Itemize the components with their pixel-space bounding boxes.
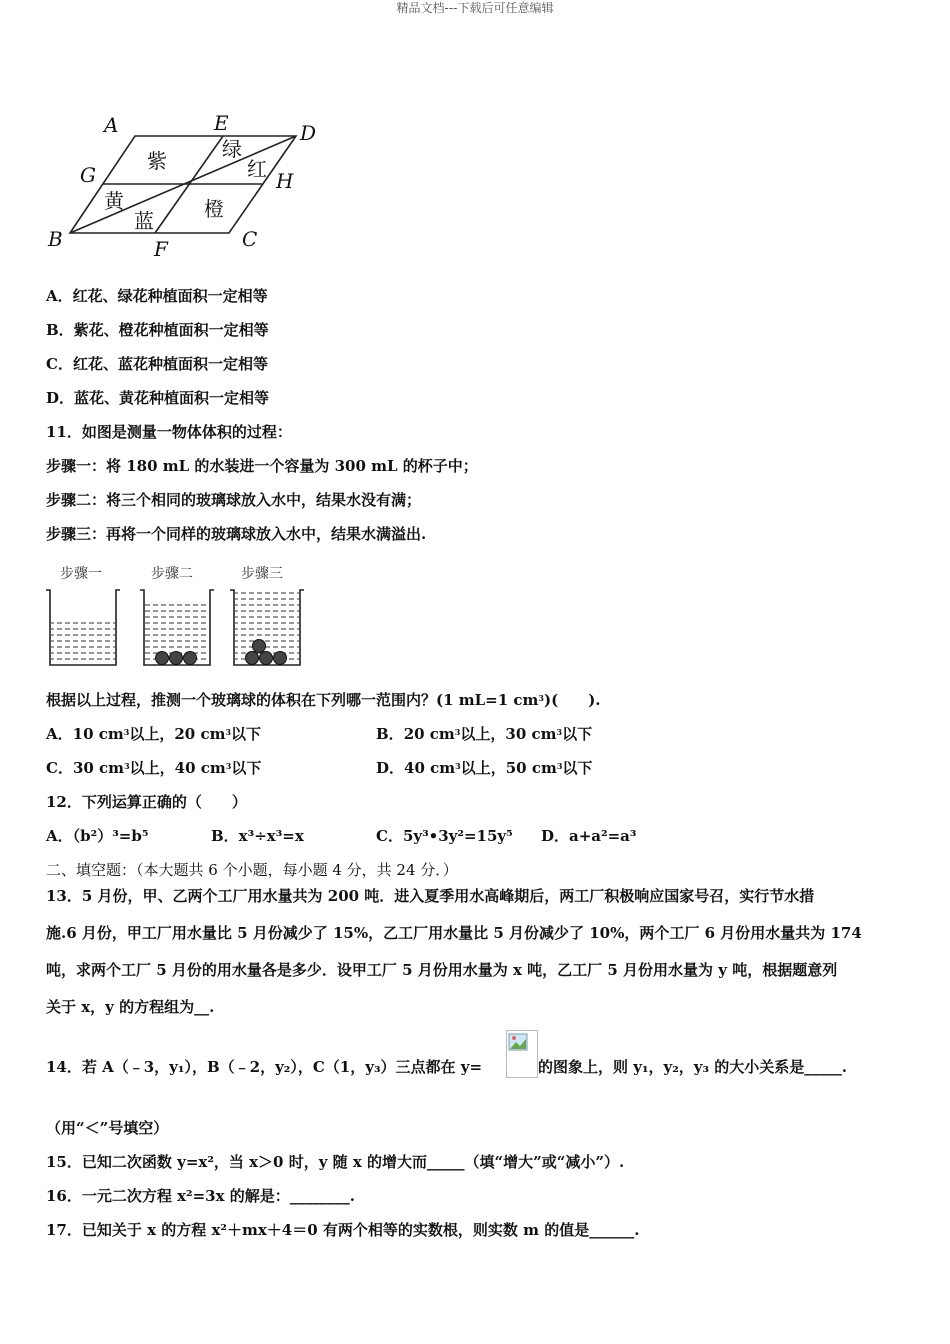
region-blue: 蓝 <box>134 209 154 233</box>
q14-post: 的图象上，则 y₁，y₂，y₃ 的大小关系是_____. <box>538 1058 848 1076</box>
q11-step2: 步骤二：将三个相同的玻璃球放入水中，结果水没有满； <box>46 491 422 509</box>
q12-stem: 12．下列运算正确的（ ） <box>46 793 247 811</box>
cups-figure <box>40 560 320 672</box>
q10-option-d: D．蓝花、黄花种植面积一定相等 <box>46 389 270 407</box>
region-red: 红 <box>247 157 267 181</box>
region-green: 绿 <box>222 137 242 161</box>
q11-option-d: D．40 $cm^3$以上，50 $cm^3$以下 <box>376 759 593 777</box>
vertex-d: D <box>300 121 317 145</box>
q11-question <box>46 690 601 710</box>
vertex-g: G <box>80 163 96 187</box>
region-purple: 紫 <box>147 149 167 173</box>
section2-title: 二、填空题：（本大题共 6 个小题，每小题 4 分，共 24 分．） <box>46 861 458 879</box>
q13-line1: 13．5 月份，甲、乙两个工厂用水量共为 200 吨．进入夏季用水高峰期后，两工厂积极响应国家号召，实行节水措 <box>46 887 815 905</box>
q13-line2: 施.6 月份，甲工厂用水量比 5 月份减少了 15%，乙工厂用水量比 5 月份减少了 10%，两个工厂 6 月份用水量共为 174 <box>46 924 862 942</box>
q11-stem: 11．如图是测量一物体体积的过程： <box>46 423 292 441</box>
parallelogram-figure <box>40 108 340 268</box>
q12-option-d: D．a+a²=a³ <box>541 827 637 845</box>
q16: 16．一元二次方程 x²=3x 的解是：________. <box>46 1187 356 1205</box>
page-header: 精品文档---下载后可任意编辑 <box>396 1 554 15</box>
vertex-f: F <box>154 237 168 261</box>
q12-option-a: A．（b²）³=b⁵ <box>46 827 149 845</box>
q11-question-sup: 3 <box>538 693 544 703</box>
cup1-label: 步骤一 <box>60 566 102 582</box>
q11-options-row1 <box>46 724 906 744</box>
q10-option-c: C．红花、蓝花种植面积一定相等 <box>46 355 268 373</box>
vertex-h: H <box>276 169 294 193</box>
q11-step1: 步骤一：将 180 mL 的水装进一个容量为 300 mL 的杯子中； <box>46 457 478 475</box>
q17: 17．已知关于 x 的方程 x²＋mx＋4＝0 有两个相等的实数根，则实数 m 的值是______. <box>46 1221 640 1239</box>
q11-options-row2 <box>46 758 906 778</box>
vertex-a: A <box>104 113 119 137</box>
vertex-e: E <box>214 111 229 135</box>
cup-step2 <box>140 590 214 665</box>
q11-question-pre: 根据以上过程，推测一个玻璃球的体积在下列哪一范围内？(1 mL=1 cm <box>46 691 539 709</box>
q10-option-a: A．红花、绿花种植面积一定相等 <box>46 287 268 305</box>
cup2-label: 步骤二 <box>151 566 193 582</box>
q10-option-b: B．紫花、橙花种植面积一定相等 <box>46 321 269 339</box>
region-yellow: 黄 <box>104 189 124 213</box>
q13-line3: 吨，求两个工厂 5 月份的用水量各是多少．设甲工厂 5 月份用水量为 x 吨，乙工厂 5 月份用水量为 y 吨，根据题意列 <box>46 961 838 979</box>
q15: 15．已知二次函数 y=x²，当 x＞0 时，y 随 x 的增大而_____（填“增大”或“减小”）. <box>46 1153 625 1171</box>
q11-step3: 步骤三：再将一个同样的玻璃球放入水中，结果水满溢出. <box>46 525 427 543</box>
q14-note: （用“＜”号填空） <box>46 1119 169 1137</box>
cup3-label: 步骤三 <box>241 566 283 582</box>
q11-option-b: B．20 $cm^3$以上，30 $cm^3$以下 <box>376 725 593 743</box>
q11-question-post: )( ). <box>544 691 601 709</box>
q12-option-b: B．x³÷x³=x <box>211 827 304 845</box>
vertex-b: B <box>48 227 63 251</box>
vertex-c: C <box>242 227 258 251</box>
q11-option-c: C．30 $cm^3$以上，40 $cm^3$以下 <box>46 759 262 777</box>
q14-pre: 14．若 A（﹣3，y₁），B（﹣2，y₂），C（1，y₃）三点都在 y= <box>46 1058 483 1076</box>
region-orange: 橙 <box>204 197 224 221</box>
q11-option-a: A．10 $cm^3$以上，20 $cm^3$以下 <box>46 725 262 743</box>
cup-step3 <box>230 590 304 665</box>
q13-line4: 关于 x，y 的方程组为__. <box>46 998 215 1016</box>
cup-step1 <box>46 590 120 665</box>
broken-image-icon <box>506 1030 538 1078</box>
q12-option-c: C．5y³•3y²=15y⁵ <box>376 827 513 845</box>
